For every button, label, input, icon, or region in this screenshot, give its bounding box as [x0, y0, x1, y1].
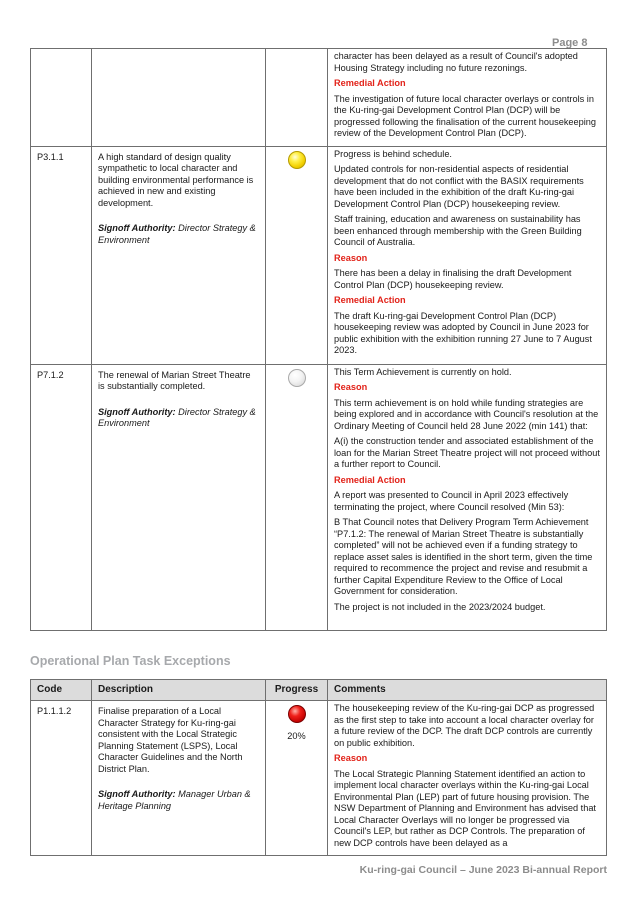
- signoff-value: Manager Urban & Heritage Planning: [98, 789, 251, 811]
- remedial-action-text: The investigation of future local character overlays or controls in the Ku-ring-gai Development Control Plan (DCP) will be progressed following the finalisation of the current housekeeping review of the Development Control Plan (DCP).: [334, 93, 597, 138]
- red-progress-dot-icon: [288, 705, 306, 723]
- comment-text: character has been delayed as a result of Council's adopted Housing Strategy including no future rezonings.: [334, 51, 578, 73]
- status-text: Progress is behind schedule.: [334, 148, 452, 159]
- description-cell: [92, 701, 266, 856]
- remedial-action-label: Remedial Action: [334, 474, 406, 485]
- comments-cell: [328, 146, 607, 364]
- resolution-quote: B That Council notes that Delivery Program Term Achievement “P7.1.2: The renewal of Marian Street Theatre is substantially completed” will not be achieved even if a funding strategy to replace asset sales is identified in the short term, given the time required to recommence the project and revise and resubmit a further Capital Expenditure Review to the Office of Local Government for consideration.: [334, 517, 593, 596]
- term-achievement-table: [30, 48, 607, 631]
- comment-text: The project is not included in the 2023/2024 budget.: [334, 601, 546, 612]
- column-header-description: Description: [92, 680, 266, 701]
- signoff-authority: [98, 407, 259, 430]
- table-row: [31, 146, 607, 364]
- footer-report-title: Ku-ring-gai Council – June 2023 Bi-annual Report: [359, 864, 607, 876]
- signoff-value: Director Strategy & Environment: [98, 406, 256, 428]
- yellow-progress-dot-icon: [288, 151, 306, 169]
- reason-label: Reason: [334, 382, 368, 392]
- column-header-comments: Comments: [328, 680, 607, 701]
- signoff-authority: [98, 789, 259, 812]
- column-header-progress: Progress: [266, 680, 328, 701]
- remedial-action-label: Remedial Action: [334, 78, 406, 88]
- resolution-quote: A(i) the construction tender and associated establishment of the loan for the Marian Street Theatre project will not proceed without a further report to Council.: [334, 436, 600, 469]
- progress-cell: [266, 364, 328, 630]
- remedial-action-text: A report was presented to Council in April 2023 effectively terminating the project, where Council resolved (Min 53):: [334, 490, 569, 512]
- description-text: Finalise preparation of a Local Character Strategy for Ku-ring-gai consistent with the Local Strategic Planning Statement (LSPS), Local Character Guidelines and the North District Plan.: [98, 706, 243, 774]
- signoff-label: Signoff Authority:: [98, 789, 176, 799]
- on-hold-dot-icon: [288, 369, 306, 387]
- table-header-row: [31, 680, 607, 701]
- column-header-code: Code: [31, 680, 92, 701]
- remedial-action-label: Remedial Action: [334, 295, 406, 305]
- signoff-label: Signoff Authority:: [98, 406, 176, 417]
- status-text: This Term Achievement is currently on hold.: [334, 366, 512, 377]
- signoff-label: Signoff Authority:: [98, 223, 176, 233]
- comments-cell: [328, 364, 607, 630]
- comment-text: Staff training, education and awareness on sustainability has been enhanced through membership with the Green Building Council of Australia.: [334, 214, 582, 247]
- table-row: [31, 701, 607, 856]
- description-cell: [92, 146, 266, 364]
- page-number: Page 8: [552, 37, 588, 49]
- description-text: A high standard of design quality sympathetic to local character and building environmental performance is achieved in new and existing development.: [98, 151, 254, 208]
- progress-percent: 20%: [287, 730, 306, 741]
- remedial-action-text: The draft Ku-ring-gai Development Control Plan (DCP) housekeeping review was adopted by Council in June 2023 for public exhibition with the exhibition running 27 June to 7 August 2023.: [334, 310, 592, 355]
- description-text: The renewal of Marian Street Theatre is substantially completed.: [98, 369, 251, 391]
- progress-cell: [266, 701, 328, 856]
- signoff-value: Director Strategy & Environment: [98, 223, 256, 245]
- signoff-authority: [98, 223, 259, 246]
- reason-text: The Local Strategic Planning Statement identified an action to implement local character overlays within the Ku-ring-gai Local Environmental Plan (LEP) part of future housing provision. The NSW Department of Planning and Environment has advised that Local Character Overlays will no longer be progressed via Council's LEP, but rather as DCP Controls. The preparation of new DCP controls have been delayed as a: [334, 768, 596, 848]
- reason-label: Reason: [334, 252, 368, 263]
- progress-cell: [266, 146, 328, 364]
- reason-text: There has been a delay in finalising the draft Development Control Plan (DCP) housekeeping review.: [334, 268, 572, 290]
- row-code: P3.1.1: [31, 146, 92, 364]
- row-code: P7.1.2: [31, 364, 92, 630]
- comments-cell: [328, 49, 607, 147]
- reason-label: Reason: [334, 753, 368, 763]
- table-row: [31, 364, 607, 630]
- section-title: Operational Plan Task Exceptions: [30, 654, 231, 668]
- comments-cell: [328, 701, 607, 856]
- task-exceptions-table: [30, 679, 607, 856]
- reason-text: This term achievement is on hold while funding strategies are being explored and in accordance with Council's resolution at the Ordinary Meeting of Council held 28 June 2022 (min 141) that:: [334, 397, 599, 431]
- row-code: P1.1.1.2: [31, 701, 92, 856]
- comment-text: The housekeeping review of the Ku-ring-gai DCP as progressed as the first step to take into account a local character overlay for a future review of the DCP. The draft DCP controls are currently on public exhibition.: [334, 703, 595, 748]
- comment-text: Updated controls for non-residential aspects of residential development that do not conflict with the BASIX requirements have been included in the exhibition of the draft Ku-ring-gai Development Control Plan (DCP) housekeeping review.: [334, 164, 584, 209]
- table-row: [31, 49, 607, 147]
- description-cell: [92, 364, 266, 630]
